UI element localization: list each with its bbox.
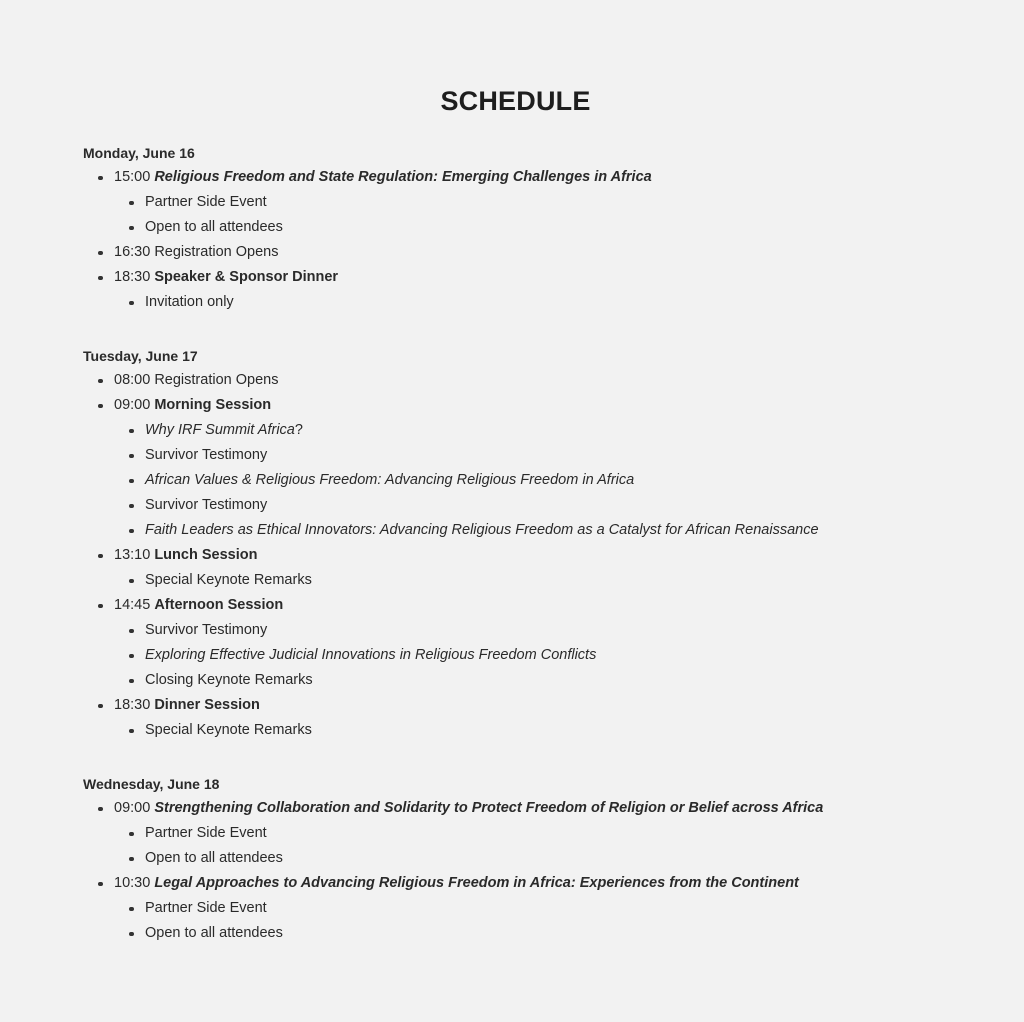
event-detail: [114, 896, 983, 921]
event-detail: [114, 518, 983, 543]
event-item: [83, 393, 983, 543]
schedule: [83, 141, 983, 975]
event-item: [83, 240, 983, 265]
event-detail-text: Survivor Testimony: [145, 497, 268, 513]
event-detail-list: [114, 290, 983, 315]
event-detail: [114, 215, 983, 240]
day-heading: Wednesday, June 18: [83, 776, 220, 792]
event-detail-list: [114, 821, 983, 871]
event-detail-list: [114, 718, 983, 743]
event-detail-text: Open to all attendees: [145, 850, 283, 866]
event-detail: [114, 618, 983, 643]
event-detail: [114, 668, 983, 693]
event-detail: [114, 846, 983, 871]
event-time: 16:30: [114, 244, 151, 260]
event-name: Strengthening Collaboration and Solidarity to Protect Freedom of Religion or Belief across Africa: [154, 800, 824, 816]
event-name: Morning Session: [154, 397, 272, 413]
event-item: [83, 593, 983, 693]
event-detail-text: African Values & Religious Freedom: Advancing Religious Freedom in Africa: [145, 472, 635, 488]
event-detail-text: Partner Side Event: [145, 900, 267, 916]
event-detail: [114, 568, 983, 593]
day-section: [83, 141, 983, 315]
event-detail: [114, 821, 983, 846]
event-detail-text: Special Keynote Remarks: [145, 722, 312, 738]
event-detail-suffix: ?: [294, 422, 303, 438]
event-detail-text: Why IRF Summit Africa: [145, 422, 295, 438]
event-detail: [114, 290, 983, 315]
event-detail-text: Survivor Testimony: [145, 622, 268, 638]
event-list: [83, 796, 983, 946]
event-detail-list: [114, 418, 983, 543]
event-name: Religious Freedom and State Regulation: Emerging Challenges in Africa: [154, 169, 652, 185]
event-time: 15:00: [114, 169, 151, 185]
event-detail: [114, 493, 983, 518]
event-name: Dinner Session: [154, 697, 260, 713]
event-detail-list: [114, 568, 983, 593]
event-detail: [114, 468, 983, 493]
event-detail-text: Faith Leaders as Ethical Innovators: Advancing Religious Freedom as a Catalyst for African Renaissance: [145, 522, 819, 538]
event-detail-text: Open to all attendees: [145, 219, 283, 235]
event-detail-text: Partner Side Event: [145, 825, 267, 841]
event-time: 13:10: [114, 547, 151, 563]
event-time: 09:00: [114, 397, 151, 413]
event-item: [83, 543, 983, 593]
day-section: [83, 344, 983, 743]
event-time: 18:30: [114, 697, 151, 713]
event-detail-text: Open to all attendees: [145, 925, 283, 941]
event-detail: [114, 643, 983, 668]
event-detail-list: [114, 190, 983, 240]
event-name: Registration Opens: [154, 372, 279, 388]
event-time: 08:00: [114, 372, 151, 388]
event-detail: [114, 190, 983, 215]
event-detail-text: Survivor Testimony: [145, 447, 268, 463]
event-detail: [114, 443, 983, 468]
event-name: Speaker & Sponsor Dinner: [154, 269, 339, 285]
event-item: [83, 693, 983, 743]
event-name: Registration Opens: [154, 244, 279, 260]
event-name: Lunch Session: [154, 547, 258, 563]
event-list: [83, 165, 983, 315]
event-detail-text: Closing Keynote Remarks: [145, 672, 313, 688]
event-detail-list: [114, 618, 983, 693]
event-item: [83, 796, 983, 871]
day-heading: Tuesday, June 17: [83, 348, 198, 364]
event-detail-text: Partner Side Event: [145, 194, 267, 210]
event-time: 18:30: [114, 269, 151, 285]
event-detail-text: Invitation only: [145, 294, 234, 310]
event-detail-text: Exploring Effective Judicial Innovations in Religious Freedom Conflicts: [145, 647, 597, 663]
event-detail: [114, 921, 983, 946]
event-item: [83, 368, 983, 393]
event-detail-text: Special Keynote Remarks: [145, 572, 312, 588]
event-name: Afternoon Session: [154, 597, 284, 613]
event-time: 14:45: [114, 597, 151, 613]
page-title: SCHEDULE: [440, 86, 591, 116]
day-section: [83, 772, 983, 946]
event-name: Legal Approaches to Advancing Religious Freedom in Africa: Experiences from the Continent: [154, 875, 799, 891]
event-detail: [114, 418, 983, 443]
event-item: [83, 265, 983, 315]
day-heading: Monday, June 16: [83, 145, 195, 161]
event-list: [83, 368, 983, 743]
event-detail: [114, 718, 983, 743]
event-detail-list: [114, 896, 983, 946]
event-time: 10:30: [114, 875, 151, 891]
event-item: [83, 871, 983, 946]
event-time: 09:00: [114, 800, 151, 816]
event-item: [83, 165, 983, 240]
